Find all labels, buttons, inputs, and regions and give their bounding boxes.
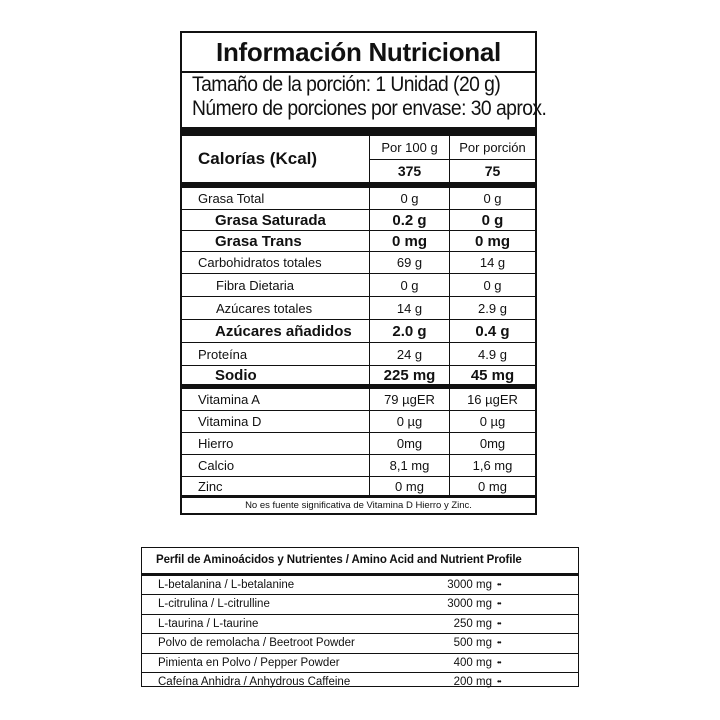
amino-marker: ••: [497, 657, 501, 667]
amino-name: Pimienta en Polvo / Pepper Powder: [158, 656, 340, 669]
nutrient-name: Azúcares totales: [216, 300, 313, 316]
amino-row: [142, 576, 578, 595]
nutrient-row: [182, 366, 535, 384]
amino-name: Polvo de remolacha / Beetroot Powder: [158, 637, 355, 650]
nutrient-name: Sodio: [215, 366, 257, 384]
amino-marker: ••: [497, 580, 501, 589]
nutrient-per-serving: 0 g: [449, 188, 535, 209]
nutrient-row: [182, 455, 535, 476]
nutrient-name: Proteína: [198, 346, 248, 362]
nutrient-row: [182, 477, 535, 495]
nutrient-per-serving: 0 g: [449, 274, 535, 296]
serving-size: Tamaño de la porción: 1 Unidad (20 g): [192, 73, 501, 96]
nutrient-row: [182, 320, 535, 342]
nutrient-row: [182, 252, 535, 273]
amino-name: L-taurina / L-taurine: [158, 617, 259, 630]
nutrition-facts-panel: [180, 31, 547, 515]
amino-row: [142, 615, 578, 634]
nutrient-name: Carbohidratos totales: [198, 255, 322, 270]
nutrition-title: Información Nutricional: [216, 37, 501, 67]
nutrient-per100: 0 g: [369, 188, 449, 209]
nutrient-per-serving: 0mg: [449, 433, 535, 454]
calories-per100: 375: [397, 162, 422, 179]
nutrient-per-serving: 14 g: [449, 252, 535, 273]
nutrient-per-serving: 2.9 g: [449, 297, 535, 319]
nutrient-per100: 24 g: [369, 343, 449, 365]
amino-profile-title: Perfil de Aminoácidos y Nutrientes / Amino Acid and Nutrient Profile: [142, 548, 578, 576]
nutrient-row: [182, 231, 535, 251]
calories-row: [182, 136, 535, 182]
amino-marker: ••: [497, 676, 501, 686]
nutrient-row: [182, 433, 535, 454]
nutrient-per100: 0mg: [369, 433, 449, 454]
nutrient-name: Grasa Total: [198, 191, 265, 206]
nutrient-per-serving: 0 mg: [449, 477, 535, 495]
amino-row: [142, 673, 578, 691]
amino-row: [142, 634, 578, 653]
amino-name: L-citrulina / L-citrulline: [158, 598, 270, 611]
amino-value: 500 mg: [453, 637, 492, 650]
amino-row: [142, 654, 578, 673]
amino-value: 3000 mg: [447, 579, 492, 591]
nutrient-per100: 79 µgER: [369, 389, 449, 410]
col-per-serving-header: Por porción: [459, 139, 526, 155]
amino-value: 200 mg: [453, 675, 492, 688]
nutrient-name: Vitamina D: [198, 414, 262, 429]
thick-divider-top: [182, 127, 535, 136]
nutrient-name: Fibra Dietaria: [216, 277, 295, 293]
nutrient-name: Calcio: [198, 458, 235, 473]
serving-info: [192, 73, 547, 121]
nutrient-name: Grasa Trans: [215, 232, 302, 250]
nutrient-per-serving: 45 mg: [449, 366, 535, 384]
nutrient-name: Grasa Saturada: [215, 211, 326, 229]
nutrient-per-serving: 16 µgER: [449, 389, 535, 410]
nutrient-per100: 8,1 mg: [369, 455, 449, 476]
nutrient-row: [182, 411, 535, 432]
nutrient-per-serving: 0 µg: [449, 411, 535, 432]
nutrient-per100: 14 g: [369, 297, 449, 319]
amino-marker: ••: [497, 599, 501, 609]
nutrient-per100: 0 µg: [369, 411, 449, 432]
col-per100-header: Por 100 g: [381, 139, 438, 155]
nutrient-per-serving: 0 g: [449, 210, 535, 230]
nutrient-per100: 0.2 g: [369, 210, 449, 230]
calories-per100-cell: [369, 136, 449, 182]
nutrient-row: [182, 274, 535, 296]
calories-label: Calorías (Kcal): [198, 149, 318, 168]
nutrient-per-serving: 0 mg: [449, 231, 535, 251]
amino-value: 400 mg: [453, 656, 492, 669]
nutrient-per-serving: 0.4 g: [449, 320, 535, 342]
calories-per-serving-cell: [449, 136, 535, 182]
nutrient-per100: 225 mg: [369, 366, 449, 384]
amino-row: [142, 595, 578, 614]
nutrient-per100: 69 g: [369, 252, 449, 273]
amino-value: 3000 mg: [447, 598, 492, 611]
amino-marker: ••: [497, 618, 501, 628]
nutrient-row: [182, 297, 535, 319]
nutrient-name: Zinc: [198, 478, 223, 494]
nutrient-per100: 2.0 g: [369, 320, 449, 342]
nutrient-row: [182, 188, 535, 209]
nutrient-name: Azúcares añadidos: [215, 322, 352, 340]
calories-per-serving: 75: [484, 162, 501, 179]
nutrient-row: [182, 389, 535, 410]
amino-marker: ••: [497, 638, 501, 648]
amino-profile-panel: [141, 547, 579, 687]
nutrient-name: Hierro: [198, 436, 234, 451]
nutrient-name: Vitamina A: [198, 392, 260, 407]
nutrient-row: [182, 343, 535, 365]
amino-name: L-betalanina / L-betalanine: [158, 579, 295, 591]
amino-name: Cafeína Anhidra / Anhydrous Caffeine: [158, 675, 351, 688]
servings-per-container: Número de porciones por envase: 30 aprox.: [192, 97, 547, 120]
nutrition-footnote: No es fuente significativa de Vitamina D Hierro y Zinc.: [245, 500, 472, 511]
nutrient-row: [182, 210, 535, 230]
nutrient-per100: 0 mg: [369, 477, 449, 495]
nutrient-per-serving: 4.9 g: [449, 343, 535, 365]
nutrient-per-serving: 1,6 mg: [449, 455, 535, 476]
amino-value: 250 mg: [453, 617, 492, 630]
nutrient-per100: 0 g: [369, 274, 449, 296]
nutrient-per100: 0 mg: [369, 231, 449, 251]
